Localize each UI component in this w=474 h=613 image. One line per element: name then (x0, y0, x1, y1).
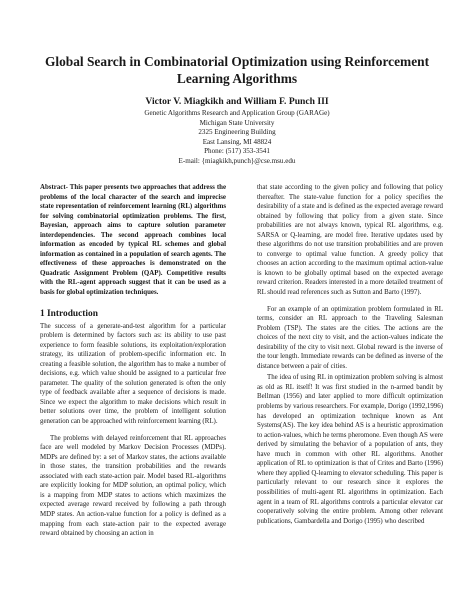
section-heading-introduction: 1 Introduction (40, 308, 98, 319)
right-paragraph-1: that state according to the given policy and following that policy thereafter. The state-value function for a policy specifies the desirability of a state and is defined as the expected average reward obtained by following that policy from a given state. Since probabilities are not always known, typical RL algorithms, e.g. SARSA or Q-learning, are model free. Iterative updates used by these algorithms do not use transition probabilities and are proven to converge to optimal value function. A greedy policy that chooses an action according to the maximum optimal action-value is known to be globally optimal based on the expected average reward criterion. Readers interested in a more detailed treatment of RL should read references such as Sutton and Barto (1997). (257, 184, 443, 297)
affiliation-line: Genetic Algorithms Research and Application Group (GARAGe) (144, 109, 330, 117)
affiliation-line: 2325 Engineering Building (198, 128, 276, 137)
affiliation-line: East Lansing, MI 48824 (202, 137, 272, 146)
author-list: Victor V. Miagkikh and William F. Punch III (145, 96, 329, 107)
affiliation-line: Michigan State University (199, 118, 275, 127)
right-paragraph-2: For an example of an optimization problem formulated in RL terms, consider an RL approach to the Traveling Salesman Problem (TSP). The states are the cities. The actions are the choices of the next city to visit, and the action-values indicate the desirability of the city to visit next. Global reward is the inverse of the tour length. Immediate rewards can be defined as inverse of the distance between a pair of cities. (257, 305, 443, 370)
abstract: Abstract- This paper presents two approaches that address the problems of the local character of the search and imprecise state representation of reinforcement learning (RL) algorithms for solving combinatorial optimization problems. The first, Bayesian, approach aims to capture solution parameter interdependencies. The second approach combines local information as encoded by typical RL schemes and global information as contained in a population of search agents. The effectiveness of these approaches is demonstrated on the Quadratic Assignment Problem (QAP). Competitive results with the RL-agent approach suggest that it can be used as a basis for global optimization techniques. (40, 184, 226, 297)
paper-title (30, 54, 444, 87)
left-column (40, 183, 226, 539)
affiliation-line: Phone: (517) 353-3541 (204, 147, 270, 156)
right-column (257, 183, 443, 526)
email-line: E-mail: {miagkikh,punch}@cse.msu.edu (178, 156, 296, 165)
intro-paragraph-1: The success of a generate-and-test algorithm for a particular problem is determined by factors such as: its ability to use past experience to form feasible solutions, its exploitation/exploration strategy, its utilization of problem-specific information etc. In creating a feasible solution, the algorithm has to make a number of decisions, e.g. which value should be assigned to a particular free parameter. The quality of the solution generated is often the only type of feedback available after a sequence of decisions is made. Since we expect the algorithm to make decisions which result in better solutions over time, the problem of intelligent solution generation can be approached with reinforcement learning (RL). (40, 322, 226, 426)
right-paragraph-3: The idea of using RL in optimization problem solving is almost as old as RL itself! It was first studied in the n-armed bandit by Bellman (1956) and later applied to more difficult optimization problems by various researchers. For example, Dorigo (1992,1996) has developed an optimization technique known as Ant Systems(AS). The key idea behind AS is a heuristic approximation to action-values, which he terms pheromone. Even though AS were derived by simulating the behavior of a population of ants, they have much in common with other RL algorithms. Another application of RL to optimization is that of Crites and Barto (1996) where they applied Q-learning to elevator scheduling. This paper is particularly relevant to our research since it explores the possibilities of multi-agent RL algorithms in optimization. Each agent in a team of RL algorithms controls a particular elevator car cooperatively solving the entire problem. Among other relevant publications, Gambardella and Dorigo (1995) who described (257, 374, 443, 525)
title-line: Global Search in Combinatorial Optimization using Reinforcement (44, 54, 430, 69)
affiliation-block (60, 109, 414, 167)
intro-paragraph-2: The problems with delayed reinforcement that RL approaches face are well modeled by Markov Decision Processes (MDPs). MDPs are defined by: a set of Markov states, the actions available in those states, the transition probabilities and the rewards associated with each state-action pair. Model based RL-algorithms are explicitly looking for MDP solution, an optimal policy, which is a mapping from MDP states to actions which maximizes the expected average reward received by following a path through MDP states. An action-value function for a policy is defined as a mapping from each state-action pair to the expected average reward obtained by choosing an action in (40, 434, 226, 538)
title-line: Learning Algorithms (176, 70, 298, 86)
